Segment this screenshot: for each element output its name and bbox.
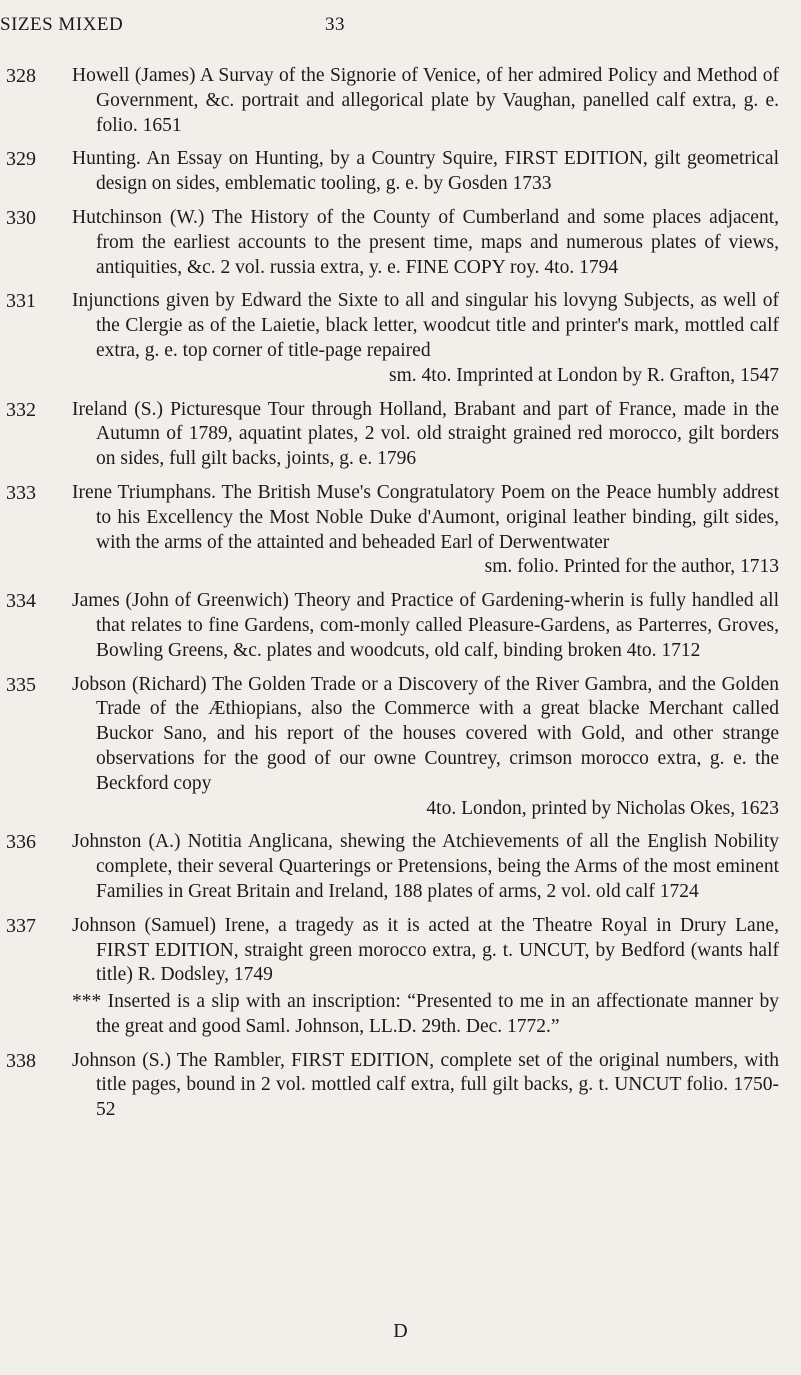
catalogue-entry bbox=[0, 589, 801, 663]
entry-body: Jobson (Richard) The Golden Trade or a Discovery of the River Gambra, and the Golden Trade of the Æthiopians, also the Commerce with a great blacke Merchant called Buckor Sano, and his report of the houses covered with Gold, and other strange observations for the good of our owne Countrey, crimson morocco extra, g. e. the Beckford copy bbox=[72, 673, 779, 794]
entry-imprint: sm. folio. Printed for the author, 1713 bbox=[484, 556, 779, 578]
lot-number: 332 bbox=[6, 398, 36, 421]
catalogue-entry bbox=[0, 673, 801, 822]
catalogue-entry bbox=[0, 147, 801, 197]
catalogue-entry bbox=[0, 481, 801, 580]
entry-description bbox=[72, 289, 779, 388]
entry-description bbox=[72, 1049, 779, 1123]
section-title: SIZES MIXED bbox=[0, 14, 124, 35]
catalogue-entry bbox=[0, 1049, 801, 1123]
lot-number: 329 bbox=[6, 148, 36, 171]
catalogue-entry bbox=[0, 398, 801, 472]
entry-body: Injunctions given by Edward the Sixte to all and singular his lovyng Subjects, as well of the Clergie as of the Laietie, black letter, woodcut title and printer's mark, mottled calf extra, g. e. top corner of title-page repaired bbox=[72, 290, 779, 361]
lot-number: 331 bbox=[6, 290, 36, 313]
entry-description bbox=[72, 206, 779, 280]
entry-body: James (John of Greenwich) Theory and Practice of Gardening-wherin is fully handled all that relates to fine Gardens, com-monly called Pleasure-Gardens, as Parterres, Groves, Bowling Greens, &c. plates and woodcuts, old calf, binding broken 4to. 1712 bbox=[72, 590, 779, 661]
entry-body: Howell (James) A Survay of the Signorie of Venice, of her admired Policy and Method of Government, &c. portrait and allegorical plate by Vaughan, panelled calf extra, g. e. folio. 1651 bbox=[72, 65, 779, 136]
catalogue-entry bbox=[0, 289, 801, 388]
page-number: 33 bbox=[325, 14, 345, 35]
entry-description bbox=[72, 64, 779, 138]
catalogue-entries bbox=[0, 64, 801, 1132]
lot-number: 338 bbox=[6, 1049, 36, 1072]
entry-body: Hunting. An Essay on Hunting, by a Country Squire, FIRST EDITION, gilt geometrical design on sides, emblematic tooling, g. e. by Gosden 1733 bbox=[72, 148, 779, 195]
lot-number: 334 bbox=[6, 590, 36, 613]
catalogue-entry bbox=[0, 830, 801, 904]
entry-body: Johnson (S.) The Rambler, FIRST EDITION, complete set of the original numbers, with title pages, bound in 2 vol. mottled calf extra, full gilt backs, g. t. UNCUT folio. 1750-52 bbox=[72, 1049, 779, 1121]
entry-body: Johnson (Samuel) Irene, a tragedy as it is acted at the Theatre Royal in Drury Lane, FIRST EDITION, straight green morocco extra, g. t. UNCUT, by Bedford (wants half title) R. Dodsley, 1749 bbox=[72, 914, 779, 986]
entry-body: Irene Triumphans. The British Muse's Congratulatory Poem on the Peace humbly addrest to his Excellency the Most Noble Duke d'Aumont, original leather binding, gilt sides, with the arms of the attainted and beheaded Earl of Derwentwater bbox=[72, 481, 779, 553]
lot-number: 335 bbox=[6, 673, 36, 696]
entry-body: Johnston (A.) Notitia Anglicana, shewing the Atchievements of all the English Nobility complete, their several Quarterings or Pretensions, being the Arms of the most eminent Families in Great Britain and Ireland, 188 plates of arms, 2 vol. old calf 1724 bbox=[72, 831, 779, 902]
entry-body: Hutchinson (W.) The History of the County of Cumberland and some places adjacent, from the earliest accounts to the present time, maps and numerous plates of views, antiquities, &c. 2 vol. russia extra, y. e. FINE COPY roy. 4to. 1794 bbox=[72, 206, 779, 278]
running-head bbox=[0, 14, 801, 44]
lot-number: 330 bbox=[6, 206, 36, 229]
lot-number: 337 bbox=[6, 914, 36, 937]
catalogue-entry bbox=[0, 206, 801, 280]
catalogue-entry bbox=[0, 914, 801, 1040]
catalogue-entry bbox=[0, 64, 801, 138]
entry-note: *** Inserted is a slip with an inscription: “Presented to me in an affectionate manner by the great and good Saml. Johnson, LL.D. 29th. Dec. 1772.” bbox=[72, 991, 779, 1037]
entry-description bbox=[72, 481, 779, 580]
entry-body: Ireland (S.) Picturesque Tour through Holland, Brabant and part of France, made in the Autumn of 1789, aquatint plates, 2 vol. old straight grained red morocco, gilt borders on sides, full gilt backs, joints, g. e. 1796 bbox=[72, 398, 779, 470]
entry-imprint: sm. 4to. Imprinted at London by R. Grafton, 1547 bbox=[389, 364, 779, 386]
lot-number: 333 bbox=[6, 481, 36, 504]
lot-number: 336 bbox=[6, 831, 36, 854]
entry-description bbox=[72, 914, 779, 1040]
entry-description bbox=[72, 673, 779, 822]
entry-description bbox=[72, 147, 779, 197]
entry-description bbox=[72, 398, 779, 472]
entry-description bbox=[72, 589, 779, 663]
lot-number: 328 bbox=[6, 65, 36, 87]
entry-imprint: 4to. London, printed by Nicholas Okes, 1623 bbox=[426, 797, 779, 819]
signature-mark: D bbox=[393, 1320, 408, 1342]
entry-description bbox=[72, 830, 779, 904]
